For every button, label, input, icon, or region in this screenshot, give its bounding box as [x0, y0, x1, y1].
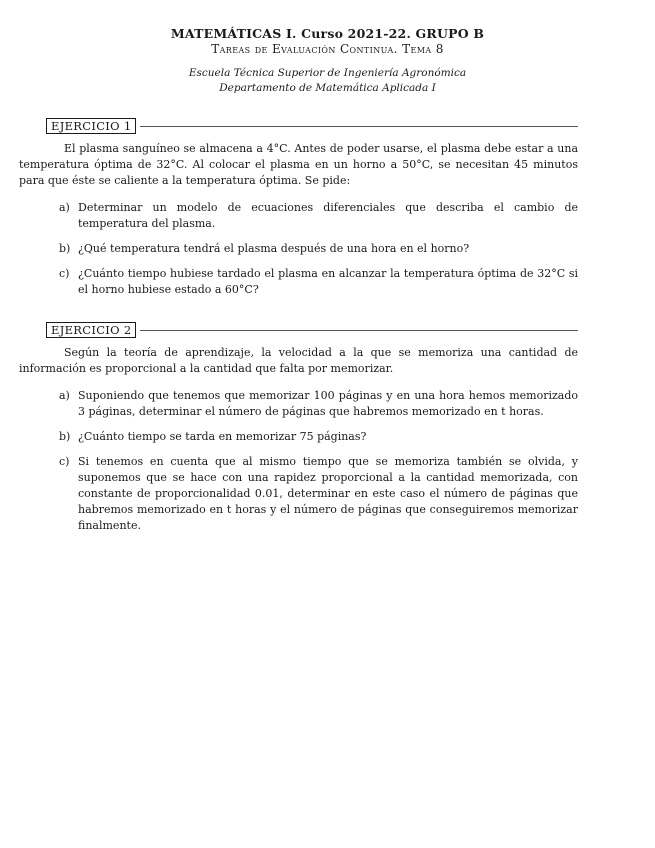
item-label: c)	[59, 455, 70, 468]
exercise-heading: EJERCICIO 1	[46, 118, 136, 134]
item-label: a)	[59, 389, 70, 402]
exercise-item	[59, 388, 578, 420]
item-text: Suponiendo que tenemos que memorizar 100 páginas y en una hora hemos memorizado 3 páginas, determinar el número de páginas que habremos memorizado en t horas.	[78, 389, 578, 418]
heading-rule	[140, 330, 578, 331]
department-name: Departamento de Matemática Aplicada I	[219, 82, 436, 94]
item-label: b)	[59, 430, 71, 443]
item-text: ¿Cuánto tiempo se tarda en memorizar 75 páginas?	[78, 430, 367, 443]
item-text: ¿Qué temperatura tendrá el plasma después de una hora en el horno?	[78, 242, 470, 255]
exercise-2	[19, 322, 578, 534]
exercise-heading: EJERCICIO 2	[46, 322, 136, 338]
document-title: MATEMÁTICAS I. Curso 2021-22. GRUPO B	[170, 26, 485, 41]
exercise-item	[59, 454, 578, 534]
school-name: Escuela Técnica Superior de Ingeniería Agronómica	[188, 67, 467, 79]
item-label: c)	[59, 267, 70, 280]
document-header	[77, 26, 578, 96]
exercise-statement: El plasma sanguíneo se almacena a 4°C. Antes de poder usarse, el plasma debe estar a una temperatura óptima de 32°C. Al colocar el plasma en un horno a 50°C, se necesitan 45 minutos para que éste se caliente a la temperatura óptima. Se pide:	[19, 142, 578, 187]
item-text: Si tenemos en cuenta que al mismo tiempo que se memoriza también se olvida, y suponemos que se hace con una rapidez proporcional a la cantidad memorizada, con constante de proporcionalidad 0.01, determinar en este caso el número de páginas que habremos memorizado en t horas y el número de páginas que conseguiremos memorizar finalmente.	[78, 455, 578, 532]
exercise-item	[59, 429, 578, 445]
item-label: a)	[59, 201, 70, 214]
item-text: ¿Cuánto tiempo hubiese tardado el plasma en alcanzar la temperatura óptima de 32°C si el horno hubiese estado a 60°C?	[78, 267, 578, 296]
exercise-statement: Según la teoría de aprendizaje, la velocidad a la que se memoriza una cantidad de información es proporcional a la cantidad que falta por memorizar.	[19, 346, 578, 375]
exercise-item	[59, 266, 578, 298]
item-text: Determinar un modelo de ecuaciones diferenciales que describa el cambio de temperatura del plasma.	[78, 201, 578, 230]
heading-rule	[140, 126, 578, 127]
exercise-1	[19, 118, 578, 298]
document-subtitle: Tareas de Evaluación Continua. Tema 8	[211, 42, 444, 56]
exercise-items	[19, 200, 578, 298]
item-label: b)	[59, 242, 71, 255]
exercise-heading-row	[19, 118, 578, 134]
exercise-heading-row	[19, 322, 578, 338]
exercise-item	[59, 241, 578, 257]
exercise-items	[19, 388, 578, 534]
exercise-item	[59, 200, 578, 232]
